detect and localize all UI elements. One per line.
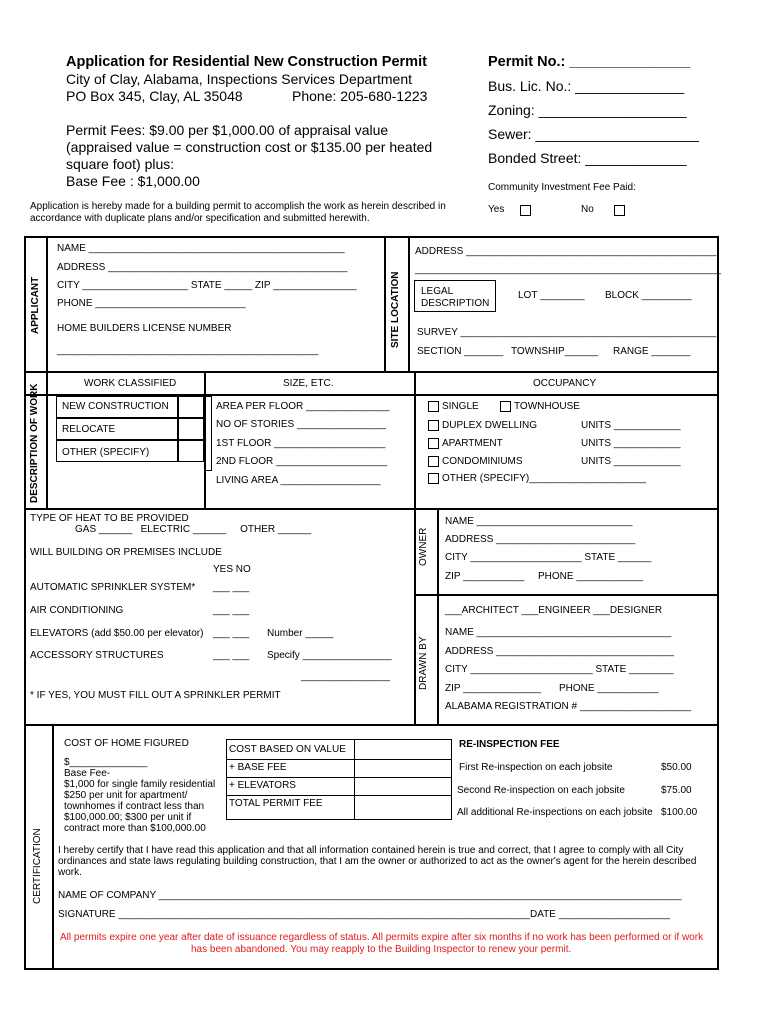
base-fee-note-6: contract more than $100,000.00 xyxy=(64,823,206,834)
license-number-field[interactable]: _______________________________________________ xyxy=(57,345,319,356)
dept-phone: Phone: 205-680-1223 xyxy=(292,88,428,104)
fees-line-3: square foot) plus: xyxy=(66,156,175,172)
second-floor-field[interactable]: 2ND FLOOR ____________________ xyxy=(216,456,388,467)
plus-base-fee-label: + BASE FEE xyxy=(229,762,287,773)
owner-name-field[interactable]: NAME ____________________________ xyxy=(445,516,633,527)
site-address-field[interactable]: ADDRESS _____________________________________________ xyxy=(415,246,717,257)
owner-city-field[interactable]: CITY ____________________ STATE ______ xyxy=(445,552,652,563)
yes-no-header: YES NO xyxy=(213,564,251,575)
po-box: PO Box 345, Clay, AL 35048 xyxy=(66,88,243,104)
expiration-notice-1: All permits expire one year after date of issuance regardless of status. All permits expire after six months if no work has been performed or if work xyxy=(60,932,704,943)
certify-statement-3: work. xyxy=(58,867,82,878)
elevator-number-field[interactable]: Number _____ xyxy=(267,628,334,639)
relocate-check[interactable] xyxy=(178,418,204,440)
accessory-structures-label: ACCESSORY STRUCTURES xyxy=(30,650,164,661)
base-fee-note-1: Base Fee- xyxy=(64,768,111,779)
drawn-by-phone-field[interactable]: PHONE ___________ xyxy=(559,683,659,694)
registration-field[interactable]: ALABAMA REGISTRATION # ____________________ xyxy=(445,701,692,712)
drawn-by-address-field[interactable]: ADDRESS ________________________________ xyxy=(445,646,675,657)
cif-no-checkbox[interactable] xyxy=(614,205,625,216)
no-of-stories-field[interactable]: NO OF STORIES ________________ xyxy=(216,419,386,430)
license-number-label: HOME BUILDERS LICENSE NUMBER xyxy=(57,323,232,334)
air-conditioning-label: AIR CONDITIONING xyxy=(30,605,124,616)
certify-statement-1: I hereby certify that I have read this application and that all information contained herein is true and correct, that I agree to comply with all City xyxy=(58,845,684,856)
application-statement-1: Application is hereby made for a building permit to accomplish the work as herein described in xyxy=(30,201,446,212)
heat-type-fields[interactable]: GAS ______ ELECTRIC ______ OTHER ______ xyxy=(75,524,312,535)
sprinkler-label: AUTOMATIC SPRINKLER SYSTEM* xyxy=(30,582,196,593)
new-construction-label: NEW CONSTRUCTION xyxy=(62,401,169,412)
other-occupancy-checkbox[interactable] xyxy=(428,473,439,484)
accessory-specify-field[interactable]: Specify ________________ xyxy=(267,650,392,661)
other-occupancy-field[interactable]: OTHER (SPECIFY)_____________________ xyxy=(442,473,647,484)
heat-type-label: TYPE OF HEAT TO BE PROVIDED xyxy=(30,513,189,524)
size-bracket xyxy=(206,396,212,471)
bus-lic-field[interactable]: Bus. Lic. No.: ______________ xyxy=(488,78,685,94)
accessory-specify-line-2[interactable]: ________________ xyxy=(301,671,390,682)
sewer-field[interactable]: Sewer: _____________________ xyxy=(488,126,699,142)
elevators-yes-no[interactable]: ___ ___ xyxy=(213,628,250,639)
cost-based-label: COST BASED ON VALUE xyxy=(229,744,346,755)
additional-reinspection-amount: $100.00 xyxy=(661,807,698,818)
elevators-value-cell[interactable] xyxy=(356,779,450,794)
expiration-notice-2: has been abandoned. You may reapply to the Building Inspector to renew your permit. xyxy=(191,944,572,955)
total-permit-fee-label: TOTAL PERMIT FEE xyxy=(229,798,323,809)
occupancy-header: OCCUPANCY xyxy=(533,378,597,389)
work-classified-header: WORK CLASSIFIED xyxy=(84,378,177,389)
base-fee-note-4: townhomes if contract less than xyxy=(64,801,205,812)
applicant-section-label: APPLICANT xyxy=(30,276,41,334)
sprinkler-permit-note: * IF YES, YOU MUST FILL OUT A SPRINKLER PERMIT xyxy=(30,690,281,701)
air-conditioning-yes-no[interactable]: ___ ___ xyxy=(213,605,250,616)
zoning-field[interactable]: Zoning: ___________________ xyxy=(488,102,687,118)
drawn-by-zip-field[interactable]: ZIP ______________ xyxy=(445,683,542,694)
applicant-address-field[interactable]: ADDRESS ___________________________________________ xyxy=(57,262,348,273)
elevators-label: ELEVATORS (add $50.00 per elevator) xyxy=(30,628,204,639)
company-name-field[interactable]: NAME OF COMPANY ______________________________________________________________________________________________ xyxy=(58,890,682,901)
cif-no-label: No xyxy=(581,204,594,215)
township-field[interactable]: TOWNSHIP______ xyxy=(511,346,599,357)
single-checkbox[interactable] xyxy=(428,401,439,412)
first-floor-field[interactable]: 1ST FLOOR ____________________ xyxy=(216,438,386,449)
condominiums-units-field[interactable]: UNITS ____________ xyxy=(581,456,681,467)
section-field[interactable]: SECTION _______ xyxy=(417,346,504,357)
other-specify-check[interactable] xyxy=(178,440,204,462)
cost-based-value-cell[interactable] xyxy=(356,741,450,757)
condominiums-label: CONDOMINIUMS xyxy=(442,456,523,467)
applicant-city-field[interactable]: CITY ___________________ STATE _____ ZIP _______________ xyxy=(57,280,357,291)
work-section-label: DESCRIPTION OF WORK xyxy=(29,383,40,503)
premises-include-label: WILL BUILDING OR PREMISES INCLUDE xyxy=(30,547,222,558)
permit-no-field[interactable]: Permit No.: _______________ xyxy=(488,54,691,70)
sprinkler-yes-no[interactable]: ___ ___ xyxy=(213,582,250,593)
second-reinspection-label: Second Re-inspection on each jobsite xyxy=(457,785,625,796)
duplex-units-field[interactable]: UNITS ____________ xyxy=(581,420,681,431)
base-fee-note-5: $100,000.00; $300 per unit if xyxy=(64,812,192,823)
fees-line-4: Base Fee : $1,000.00 xyxy=(66,173,200,189)
drawn-by-city-field[interactable]: CITY ______________________ STATE ________ xyxy=(445,664,674,675)
first-reinspection-amount: $50.00 xyxy=(661,762,692,773)
other-specify-label: OTHER (SPECIFY) xyxy=(62,447,150,458)
apartment-units-field[interactable]: UNITS ____________ xyxy=(581,438,681,449)
owner-address-field[interactable]: ADDRESS _________________________ xyxy=(445,534,636,545)
condominiums-checkbox[interactable] xyxy=(428,456,439,467)
form-title: Application for Residential New Construction Permit xyxy=(66,54,427,70)
additional-reinspection-label: All additional Re-inspections on each jobsite xyxy=(457,807,653,818)
drawn-by-name-field[interactable]: NAME ___________________________________ xyxy=(445,627,672,638)
range-field[interactable]: RANGE _______ xyxy=(613,346,691,357)
date-field[interactable]: DATE ____________________ xyxy=(530,909,670,920)
description-label: DESCRIPTION xyxy=(421,298,490,309)
accessory-yes-no[interactable]: ___ ___ xyxy=(213,650,250,661)
site-location-section-label: SITE LOCATION xyxy=(390,271,401,348)
cost-figured-label: COST OF HOME FIGURED xyxy=(64,738,189,749)
certification-section-label: CERTIFICATION xyxy=(32,828,43,904)
bonded-street-field[interactable]: Bonded Street: _____________ xyxy=(488,150,687,166)
drawn-by-section-label: DRAWN BY xyxy=(418,636,429,690)
single-label: SINGLE xyxy=(442,401,479,412)
first-reinspection-label: First Re-inspection on each jobsite xyxy=(459,762,613,773)
apartment-label: APARTMENT xyxy=(442,438,503,449)
total-fee-value-cell[interactable] xyxy=(356,797,450,818)
size-header: SIZE, ETC. xyxy=(283,378,334,389)
area-per-floor-field[interactable]: AREA PER FLOOR _______________ xyxy=(216,401,390,412)
legal-label: LEGAL xyxy=(421,286,454,297)
cost-figured-field[interactable]: $______________ xyxy=(64,757,148,768)
application-statement-2: accordance with duplicate plans and/or specification and submitted herewith. xyxy=(30,213,370,224)
second-reinspection-amount: $75.00 xyxy=(661,785,692,796)
fees-line-1: Permit Fees: $9.00 per $1,000.00 of appraisal value xyxy=(66,122,389,138)
townhouse-checkbox[interactable] xyxy=(500,401,511,412)
owner-section-label: OWNER xyxy=(418,527,429,566)
living-area-field[interactable]: LIVING AREA __________________ xyxy=(216,475,381,486)
fees-line-2: (appraised value = construction cost or $135.00 per heated xyxy=(66,139,433,155)
survey-field[interactable]: SURVEY ______________________________________________ xyxy=(417,327,717,338)
plus-elevators-label: + ELEVATORS xyxy=(229,780,296,791)
base-fee-note-3: $250 per unit for apartment/ xyxy=(64,790,188,801)
department: City of Clay, Alabama, Inspections Services Department xyxy=(66,71,413,87)
relocate-label: RELOCATE xyxy=(62,424,116,435)
cif-yes-checkbox[interactable] xyxy=(520,205,531,216)
cif-yes-label: Yes xyxy=(488,204,505,215)
block-field[interactable]: BLOCK _________ xyxy=(605,290,692,301)
applicant-phone-field[interactable]: PHONE ___________________________ xyxy=(57,298,246,309)
reinspection-title: RE-INSPECTION FEE xyxy=(459,739,560,750)
apartment-checkbox[interactable] xyxy=(428,438,439,449)
cif-paid-label: Community Investment Fee Paid: xyxy=(488,182,636,193)
owner-zip-field[interactable]: ZIP ___________ xyxy=(445,571,525,582)
drawn-by-roles[interactable]: ___ARCHITECT ___ENGINEER ___DESIGNER xyxy=(445,605,663,616)
owner-phone-field[interactable]: PHONE ____________ xyxy=(538,571,644,582)
applicant-name-field[interactable]: NAME ______________________________________________ xyxy=(57,243,345,254)
site-address-line-2[interactable]: _______________________________________________________ xyxy=(415,264,721,275)
duplex-checkbox[interactable] xyxy=(428,420,439,431)
duplex-label: DUPLEX DWELLING xyxy=(442,420,538,431)
signature-field[interactable]: SIGNATURE __________________________________________________________________________ xyxy=(58,909,530,920)
certify-statement-2: ordinances and state laws regulating building construction, that I am the owner or authorized to act as the owner's agent for the herein described xyxy=(58,856,697,867)
townhouse-label: TOWNHOUSE xyxy=(514,401,580,412)
base-fee-note-2: $1,000 for single family residential xyxy=(64,779,216,790)
base-fee-value-cell[interactable] xyxy=(356,761,450,776)
new-construction-check[interactable] xyxy=(178,396,204,418)
lot-field[interactable]: LOT ________ xyxy=(518,290,585,301)
